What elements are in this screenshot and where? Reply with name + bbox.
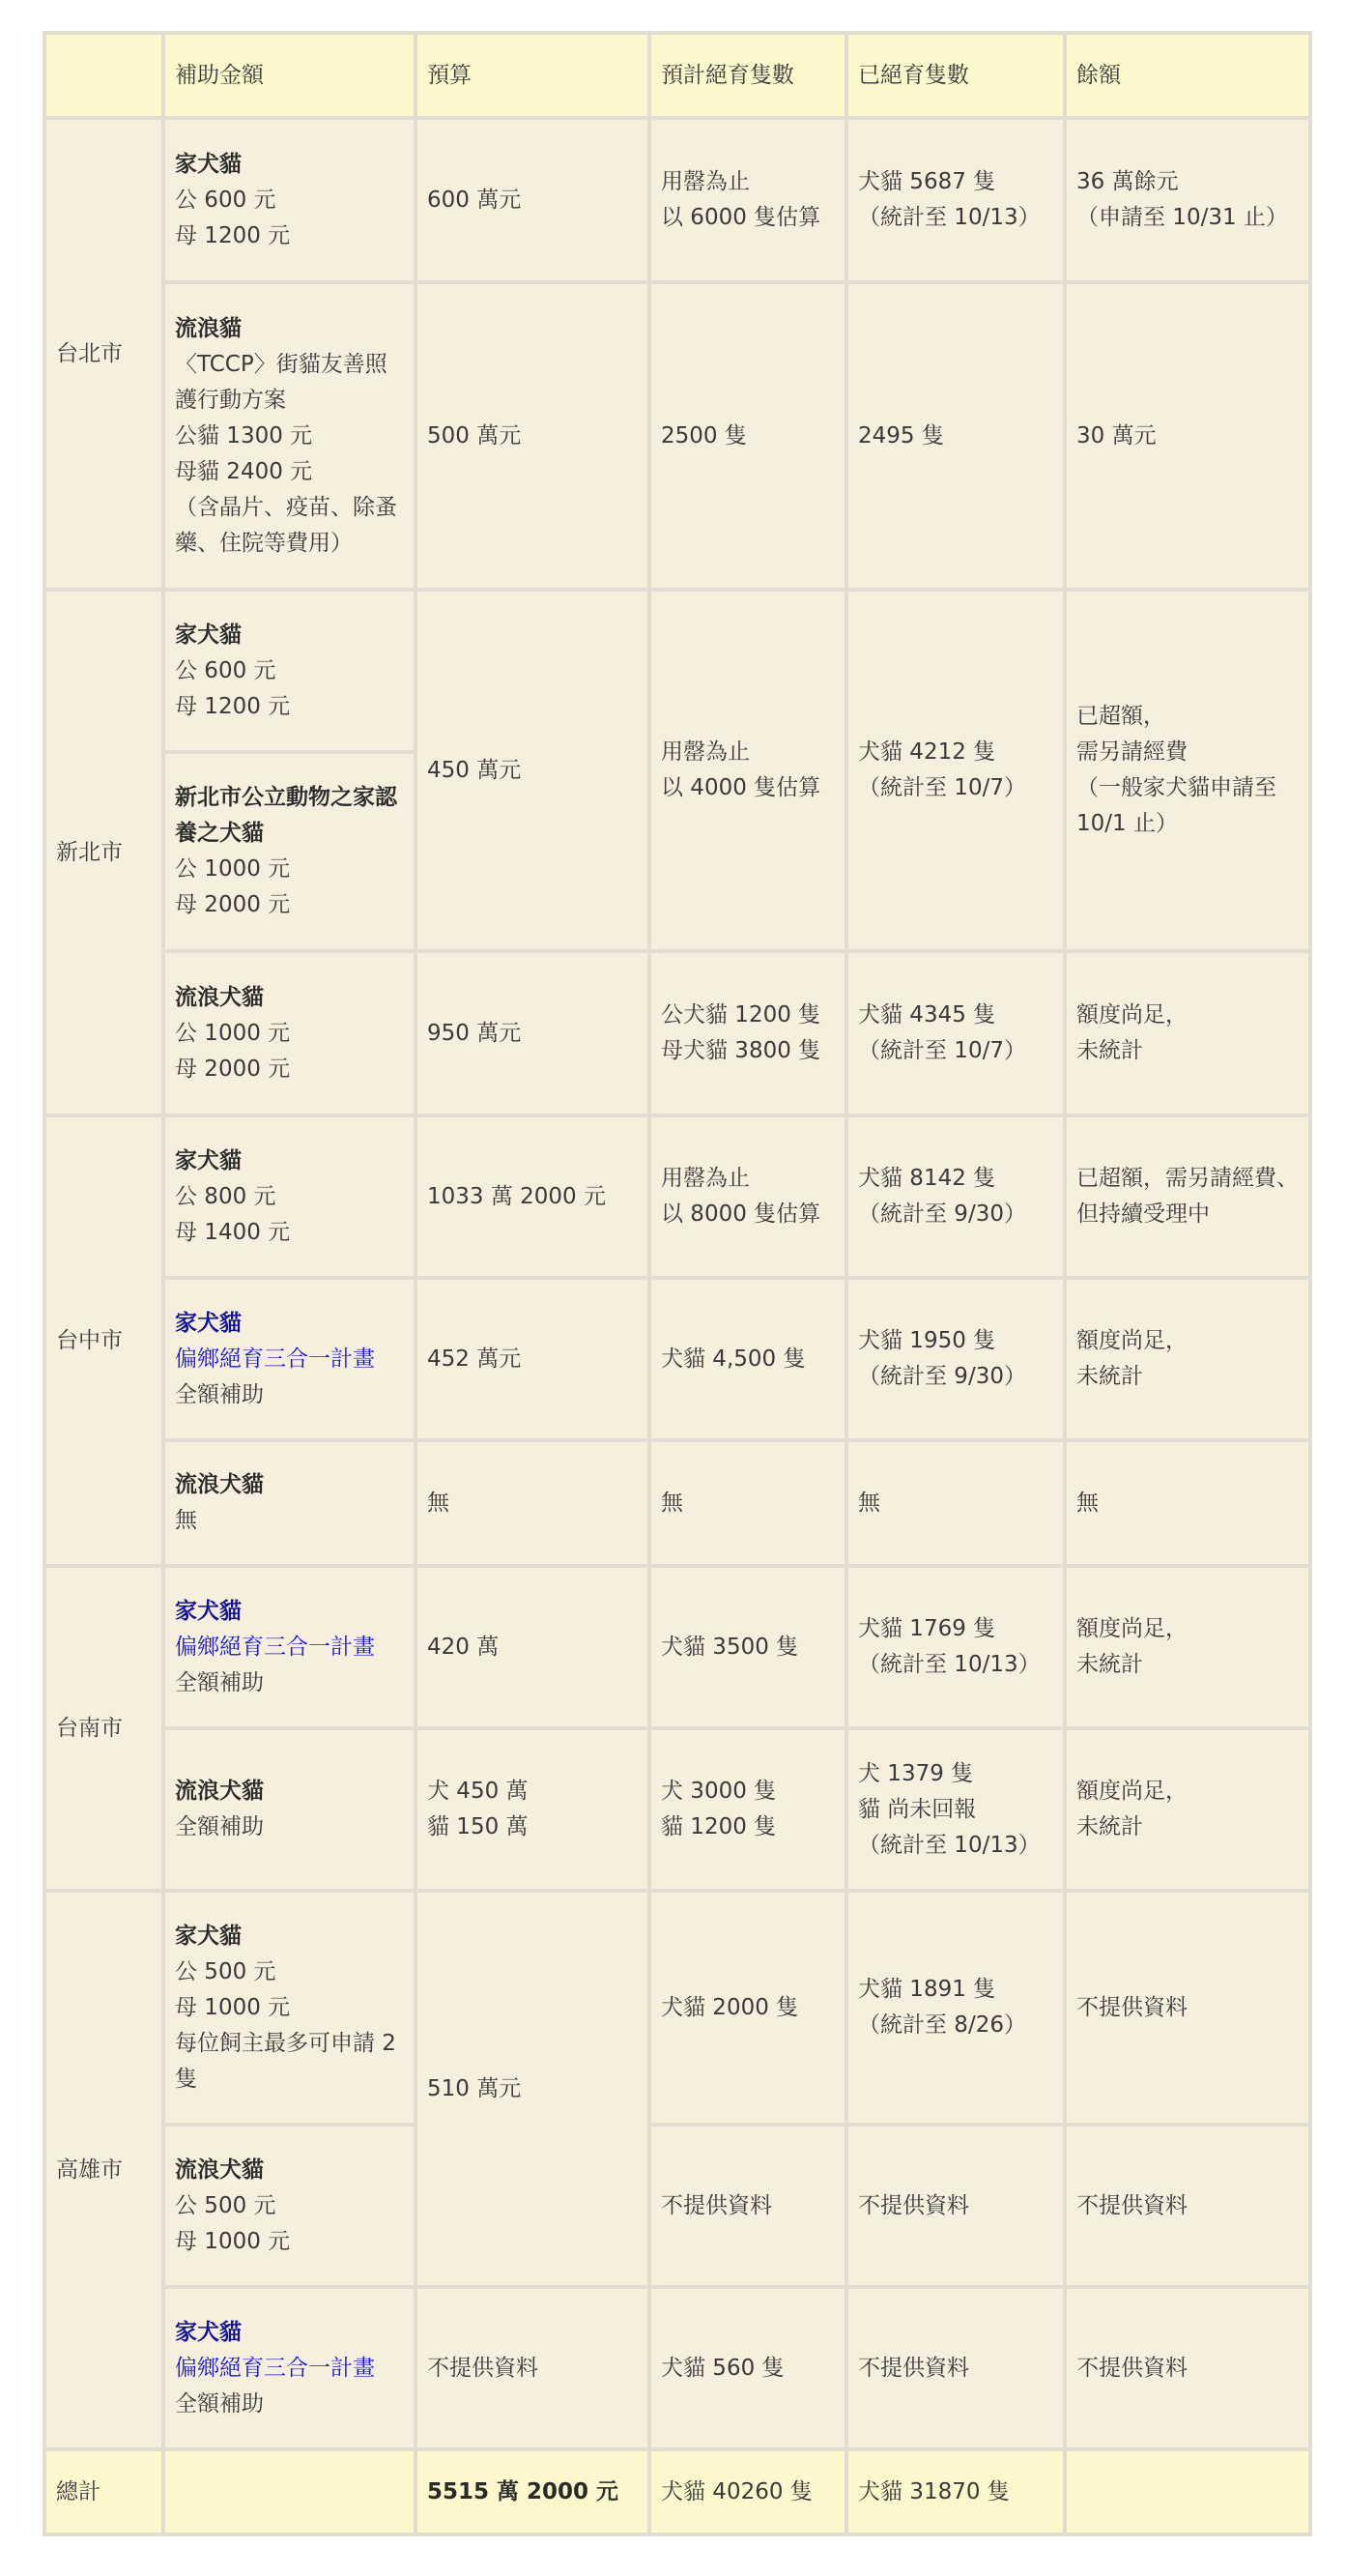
balance-line: 未統計	[1076, 1038, 1143, 1063]
balance-cell: 無	[1065, 1440, 1310, 1566]
done-cell	[846, 1115, 1065, 1278]
planned-cell	[649, 590, 846, 951]
budget-cell: 450 萬元	[415, 590, 649, 951]
balance-line: （一般家犬貓申請至 10/1 止）	[1076, 775, 1276, 836]
balance-cell: 不提供資料	[1065, 2287, 1310, 2449]
balance-line: 未統計	[1076, 1364, 1143, 1389]
subsidy-cell	[163, 1566, 415, 1728]
done-cell	[846, 951, 1065, 1115]
done-line: （統計至 10/13）	[858, 205, 1041, 230]
done-line: （統計至 10/7）	[858, 775, 1026, 800]
planned-cell: 不提供資料	[649, 2125, 846, 2287]
city-cell-tainan: 台南市	[44, 1566, 163, 1891]
planned-line: 貓 1200 隻	[661, 1814, 777, 1839]
done-cell	[846, 1728, 1065, 1891]
budget-cell	[415, 1728, 649, 1891]
total-budget: 5515 萬 2000 元	[415, 2449, 649, 2534]
planned-line: 以 4000 隻估算	[661, 775, 821, 800]
animal-type: 家犬貓	[175, 622, 242, 648]
planned-cell: 犬貓 2000 隻	[649, 1891, 846, 2125]
done-line: 犬貓 4345 隻	[858, 1002, 996, 1028]
budget-cell: 510 萬元	[415, 1891, 649, 2287]
balance-line: 已超額，	[1076, 704, 1165, 729]
header-balance: 餘額	[1065, 33, 1310, 118]
table-row	[44, 282, 1310, 590]
subsidy-line: 母 1200 元	[175, 222, 291, 248]
program-name: 〈TCCP〉街貓友善照護行動方案	[175, 351, 387, 413]
done-line: 犬貓 4212 隻	[858, 739, 996, 765]
header-budget: 預算	[415, 33, 649, 118]
table-row	[44, 118, 1310, 282]
balance-line: 未統計	[1076, 1652, 1143, 1677]
budget-cell: 600 萬元	[415, 118, 649, 282]
subsidy-note: 全額補助	[175, 1814, 264, 1839]
balance-cell	[1065, 951, 1310, 1115]
animal-type: 家犬貓	[175, 1147, 242, 1173]
animal-type: 家犬貓	[175, 1923, 242, 1949]
subsidy-cell	[163, 590, 415, 752]
balance-line: 額度尚足，	[1076, 1328, 1188, 1353]
table-row	[44, 2125, 1310, 2287]
subsidy-line: 母貓 2400 元	[175, 458, 313, 484]
table-row	[44, 1891, 1310, 2125]
city-cell-taipei: 台北市	[44, 118, 163, 590]
planned-line: 用罄為止	[661, 1166, 750, 1191]
planned-cell	[649, 118, 846, 282]
program-name: 偏鄉絕育三合一計畫	[175, 2355, 375, 2381]
planned-cell: 無	[649, 1440, 846, 1566]
animal-type: 家犬貓	[175, 1598, 242, 1624]
subsidy-table	[43, 31, 1312, 2536]
subsidy-cell	[163, 1278, 415, 1440]
table-row	[44, 1278, 1310, 1440]
done-line: （統計至 9/30）	[858, 1201, 1026, 1227]
balance-cell	[1065, 590, 1310, 951]
balance-line: 需另請經費	[1076, 739, 1188, 765]
balance-line: 額度尚足，	[1076, 1779, 1188, 1804]
balance-cell	[1065, 1728, 1310, 1891]
subsidy-cell	[163, 1891, 415, 2125]
program-name: 偏鄉絕育三合一計畫	[175, 1346, 375, 1372]
subsidy-cell	[163, 951, 415, 1115]
subsidy-line: 公 800 元	[175, 1183, 276, 1209]
table-row	[44, 2287, 1310, 2449]
animal-type: 新北市公立動物之家認養之犬貓	[175, 785, 397, 846]
planned-line: 犬 3000 隻	[661, 1779, 777, 1804]
balance-line: （申請至 10/31 止）	[1076, 205, 1288, 230]
done-cell: 2495 隻	[846, 282, 1065, 590]
subsidy-table-container	[43, 31, 1308, 2536]
planned-cell	[649, 951, 846, 1115]
balance-line: 36 萬餘元	[1076, 169, 1179, 194]
animal-type: 流浪犬貓	[175, 2156, 264, 2183]
subsidy-cell	[163, 2125, 415, 2287]
balance-cell: 不提供資料	[1065, 2125, 1310, 2287]
done-cell	[846, 1891, 1065, 2125]
subsidy-line: 公 600 元	[175, 187, 276, 213]
done-line: （統計至 10/7）	[858, 1038, 1026, 1063]
subsidy-line: 公貓 1300 元	[175, 422, 313, 449]
subsidy-line: 公 500 元	[175, 1958, 276, 1984]
subsidy-line: 母 1400 元	[175, 1219, 291, 1245]
subsidy-line: 母 1200 元	[175, 693, 291, 719]
header-done-count: 已絕育隻數	[846, 33, 1065, 118]
animal-type: 流浪犬貓	[175, 984, 264, 1010]
subsidy-note: 每位飼主最多可申請 2 隻	[175, 2030, 396, 2092]
balance-cell: 不提供資料	[1065, 1891, 1310, 2125]
budget-cell: 500 萬元	[415, 282, 649, 590]
total-row	[44, 2449, 1310, 2534]
planned-line: 用罄為止	[661, 169, 750, 194]
table-row	[44, 1115, 1310, 1278]
subsidy-line: 公 600 元	[175, 657, 276, 683]
subsidy-note: （含晶片、疫苗、除蚤藥、住院等費用）	[175, 494, 397, 556]
balance-line: 未統計	[1076, 1814, 1143, 1839]
animal-type: 流浪貓	[175, 315, 242, 341]
planned-line: 母犬貓 3800 隻	[661, 1038, 821, 1063]
planned-line: 以 8000 隻估算	[661, 1201, 821, 1227]
balance-cell	[1065, 1278, 1310, 1440]
subsidy-cell	[163, 2287, 415, 2449]
animal-type: 家犬貓	[175, 151, 242, 177]
done-line: （統計至 8/26）	[858, 2012, 1026, 2038]
done-cell	[846, 590, 1065, 951]
subsidy-cell	[163, 282, 415, 590]
budget-cell: 1033 萬 2000 元	[415, 1115, 649, 1278]
budget-line: 犬 450 萬	[427, 1779, 529, 1804]
done-line: 犬貓 1891 隻	[858, 1977, 996, 2002]
planned-line: 公犬貓 1200 隻	[661, 1002, 821, 1028]
done-cell: 不提供資料	[846, 2287, 1065, 2449]
balance-line: 額度尚足，	[1076, 1002, 1188, 1028]
subsidy-line: 母 2000 元	[175, 1056, 291, 1082]
planned-cell	[649, 1115, 846, 1278]
table-row	[44, 1440, 1310, 1566]
animal-type: 流浪犬貓	[175, 1472, 264, 1497]
city-cell-taichung: 台中市	[44, 1115, 163, 1566]
table-row	[44, 1566, 1310, 1728]
done-line: 犬貓 1950 隻	[858, 1328, 996, 1353]
budget-cell: 452 萬元	[415, 1278, 649, 1440]
header-city	[44, 33, 163, 118]
subsidy-cell	[163, 118, 415, 282]
budget-cell: 950 萬元	[415, 951, 649, 1115]
total-done: 犬貓 31870 隻	[846, 2449, 1065, 2534]
balance-cell	[1065, 1566, 1310, 1728]
subsidy-cell	[163, 1115, 415, 1278]
table-header-row	[44, 33, 1310, 118]
done-cell	[846, 118, 1065, 282]
total-amount	[163, 2449, 415, 2534]
subsidy-line: 公 1000 元	[175, 1020, 291, 1046]
header-subsidy-amount: 補助金額	[163, 33, 415, 118]
subsidy-note: 全額補助	[175, 1381, 264, 1407]
budget-cell: 無	[415, 1440, 649, 1566]
done-cell: 不提供資料	[846, 2125, 1065, 2287]
done-line: 貓 尚未回報	[858, 1796, 977, 1822]
animal-type: 家犬貓	[175, 2319, 242, 2345]
planned-cell: 犬貓 4,500 隻	[649, 1278, 846, 1440]
table-row	[44, 951, 1310, 1115]
balance-cell: 30 萬元	[1065, 282, 1310, 590]
subsidy-cell	[163, 1728, 415, 1891]
subsidy-line: 公 1000 元	[175, 856, 291, 882]
subsidy-cell	[163, 1440, 415, 1566]
header-planned-count: 預計絕育隻數	[649, 33, 846, 118]
done-cell	[846, 1278, 1065, 1440]
total-label: 總計	[44, 2449, 163, 2534]
balance-cell	[1065, 118, 1310, 282]
done-line: 犬貓 1769 隻	[858, 1616, 996, 1641]
animal-type: 流浪犬貓	[175, 1779, 264, 1804]
program-name: 偏鄉絕育三合一計畫	[175, 1634, 375, 1660]
done-line: （統計至 10/13）	[858, 1652, 1041, 1677]
done-line: （統計至 10/13）	[858, 1832, 1041, 1858]
total-balance	[1065, 2449, 1310, 2534]
planned-cell: 犬貓 560 隻	[649, 2287, 846, 2449]
planned-cell: 2500 隻	[649, 282, 846, 590]
done-line: 犬貓 5687 隻	[858, 169, 996, 194]
subsidy-note: 無	[175, 1508, 197, 1533]
subsidy-note: 全額補助	[175, 2390, 264, 2417]
done-line: （統計至 9/30）	[858, 1364, 1026, 1389]
planned-cell: 犬貓 3500 隻	[649, 1566, 846, 1728]
subsidy-line: 公 500 元	[175, 2192, 276, 2218]
done-cell	[846, 1566, 1065, 1728]
balance-cell: 已超額，需另請經費、但持續受理中	[1065, 1115, 1310, 1278]
subsidy-cell	[163, 752, 415, 951]
subsidy-note: 全額補助	[175, 1669, 264, 1695]
total-planned: 犬貓 40260 隻	[649, 2449, 846, 2534]
budget-cell: 不提供資料	[415, 2287, 649, 2449]
budget-cell: 420 萬	[415, 1566, 649, 1728]
done-line: 犬 1379 隻	[858, 1760, 974, 1786]
subsidy-line: 母 1000 元	[175, 1994, 291, 2020]
subsidy-line: 母 2000 元	[175, 892, 291, 917]
table-row	[44, 1728, 1310, 1891]
balance-line: 額度尚足，	[1076, 1616, 1188, 1641]
table-row	[44, 590, 1310, 752]
done-cell: 無	[846, 1440, 1065, 1566]
done-line: 犬貓 8142 隻	[858, 1166, 996, 1191]
city-cell-kaohsiung: 高雄市	[44, 1891, 163, 2449]
planned-line: 以 6000 隻估算	[661, 205, 821, 230]
city-cell-new-taipei: 新北市	[44, 590, 163, 1115]
subsidy-line: 母 1000 元	[175, 2228, 291, 2254]
budget-line: 貓 150 萬	[427, 1814, 529, 1839]
planned-cell	[649, 1728, 846, 1891]
animal-type: 家犬貓	[175, 1310, 242, 1336]
planned-line: 用罄為止	[661, 739, 750, 765]
